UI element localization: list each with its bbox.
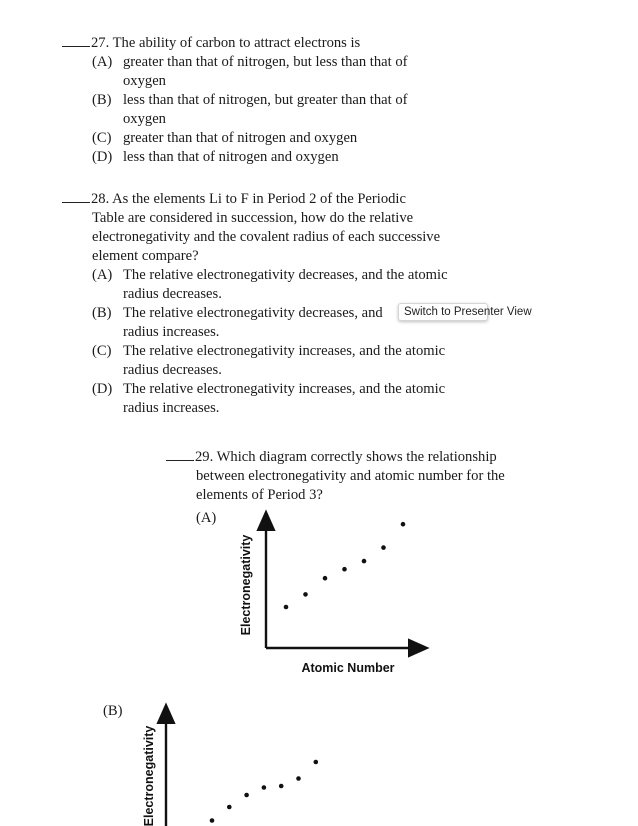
data-point <box>244 793 249 798</box>
answer-blank-28 <box>62 188 90 203</box>
option-28-d: (D) The relative electronegativity increases, and the atomic radius increases. <box>92 381 446 416</box>
option-27-d: (D) less than that of nitrogen and oxygen <box>92 149 339 165</box>
question-29-stem: between electronegativity and atomic number for the elements of Period 3? <box>196 468 505 503</box>
question-27-stem: The ability of carbon to attract electrons is <box>112 35 361 51</box>
data-point <box>381 545 386 550</box>
question-29: 29. Which diagram correctly shows the relationship between electronegativity and atomic number for the elements of Period 3? <box>166 446 505 505</box>
option-28-b: (B) The relative electronegativity decreases, and radius increases. <box>92 305 383 340</box>
graph-a-xlabel: Atomic Number <box>301 661 395 675</box>
question-28-number: 28. <box>91 191 110 207</box>
data-point <box>279 784 284 789</box>
data-point <box>362 559 367 564</box>
question-29-number: 29. <box>195 449 214 465</box>
option-27-c: (C) greater than that of nitrogen and oxygen <box>92 130 358 146</box>
data-point <box>210 818 215 823</box>
graph-a-label: (A) <box>196 510 217 526</box>
option-27-a: (A) greater than that of nitrogen, but less than that of oxygen <box>92 54 408 89</box>
switch-to-presenter-view-button[interactable]: Switch to Presenter View <box>398 303 488 321</box>
graph-a <box>228 505 434 680</box>
graph-b-points <box>210 760 318 823</box>
question-28-options <box>62 266 448 418</box>
answer-blank-27 <box>62 32 90 47</box>
question-28-stem: Table are considered in succession, how do the relative electronegativity and the covalent radius of each successive element compare? <box>92 210 441 264</box>
option-27-b: (B) less than that of nitrogen, but greater than that of oxygen <box>92 92 408 127</box>
graph-a-points <box>284 522 406 609</box>
data-point <box>342 567 347 572</box>
data-point <box>227 805 232 810</box>
graph-b-ylabel: Electronegativity <box>142 725 156 826</box>
question-27 <box>62 32 408 167</box>
graph-a-ylabel: Electronegativity <box>239 534 253 636</box>
question-27-number: 27. <box>91 35 110 51</box>
option-28-c: (C) The relative electronegativity increases, and the atomic radius decreases. <box>92 343 446 378</box>
question-27-options <box>62 53 408 167</box>
data-point <box>303 592 308 597</box>
answer-blank-29 <box>166 446 194 461</box>
data-point <box>314 760 319 765</box>
option-28-a: (A) The relative electronegativity decreases, and the atomic radius decreases. <box>92 267 448 302</box>
data-point <box>284 605 289 610</box>
graph-b-label: (B) <box>103 703 123 719</box>
data-point <box>262 785 267 790</box>
data-point <box>401 522 406 527</box>
data-point <box>323 576 328 581</box>
data-point <box>296 776 301 781</box>
graph-b <box>128 700 358 826</box>
question-28: 28. As the elements Li to F in Period 2 of the Periodic Table are considered in succession, how do the relative electronegativity and the covalent radius of each successive element compare? (A) The relative electronegativity decreases, and the atomic radius decreases. (B) The relative electronegativity decreases, and radius increases. (C) The relative electronegativity increases, and the atomic radius decreases. (D) The relative electronegativity increases, and the atomic radius increases. <box>62 188 448 418</box>
